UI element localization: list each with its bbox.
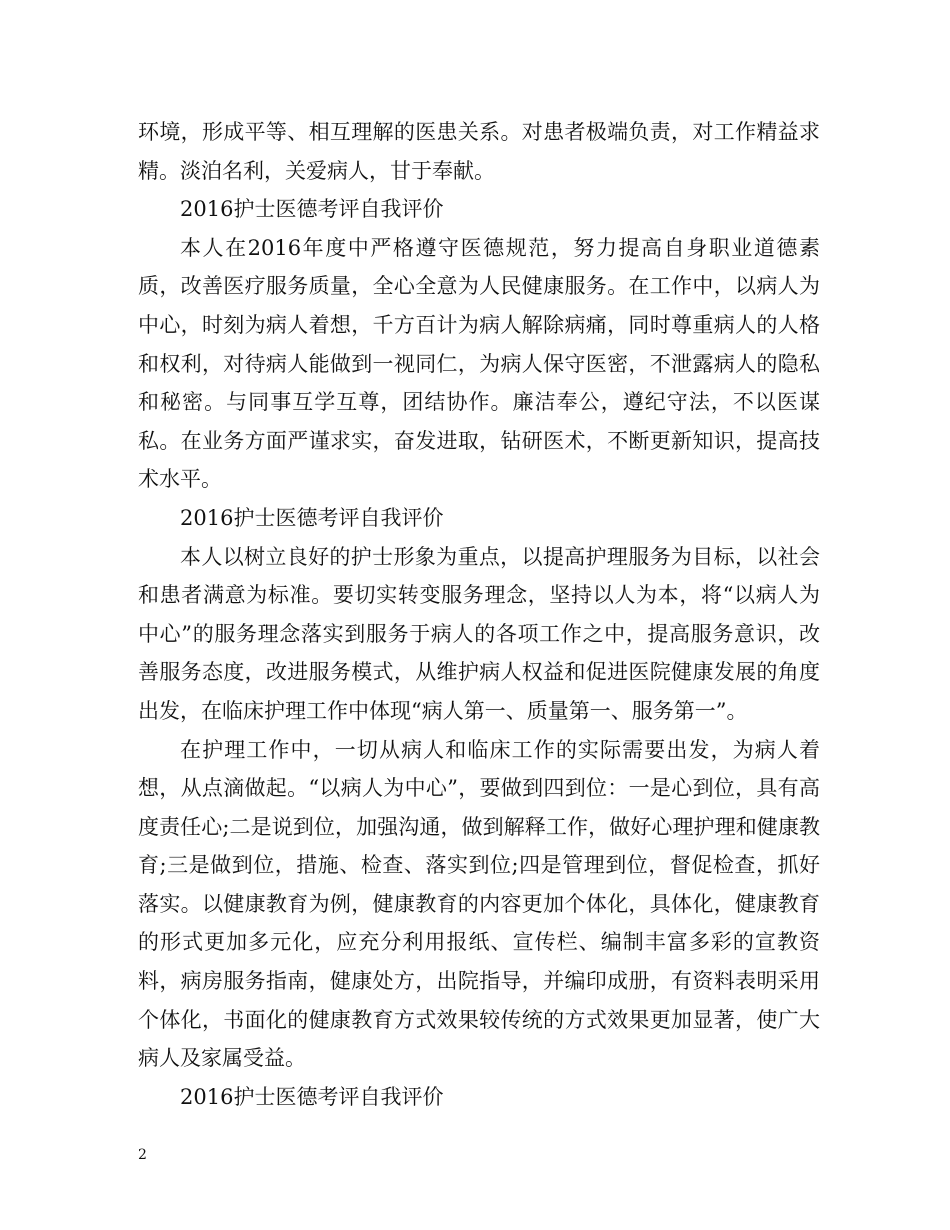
paragraph-body: 在护理工作中，一切从病人和临床工作的实际需要出发，为病人着想，从点滴做起。“以病人为中心”，要做到四到位：一是心到位，具有高度责任心;二是说到位，加强沟通，做到解释工作，做好心理护理和健康教育;三是做到位，措施、检查、落实到位;四是管理到位，督促检查，抓好落实。以健康教育为例，健康教育的内容更加个体化，具体化，健康教育的形式更加多元化，应充分利用报纸、宣传栏、编制丰富多彩的宣教资料，病房服务指南，健康处方，出院指导，并编印成册，有资料表明采用个体化，书面化的健康教育方式效果较传统的方式效果更加显著，使广大病人及家属受益。 (138, 737, 820, 1071)
paragraph-body: 本人以树立良好的护士形象为重点，以提高护理服务为目标，以社会和患者满意为标准。要切实转变服务理念，坚持以人为本，将“以病人为中心”的服务理念落实到服务于病人的各项工作之中，提高服务意识，改善服务态度，改进服务模式，从维护病人权益和促进医院健康发展的角度出发，在临床护理工作中体现“病人第一、质量第一、服务第一”。 (138, 544, 820, 723)
section-heading: 2016护士医德考评自我评价 (180, 1084, 444, 1109)
paragraph-continuation: 环境，形成平等、相互理解的医患关系。对患者极端负责，对工作精益求精。淡泊名利，关爱病人，甘于奉献。 (138, 120, 820, 183)
document-body (138, 113, 820, 1116)
section-heading: 2016护士医德考评自我评价 (180, 197, 444, 222)
paragraph-body: 本人在2016年度中严格遵守医德规范，努力提高自身职业道德素质，改善医疗服务质量，全心全意为人民健康服务。在工作中，以病人为中心，时刻为病人着想，千方百计为病人解除病痛，同时尊重病人的人格和权利，对待病人能做到一视同仁，为病人保守医密，不泄露病人的隐私和秘密。与同事互学互尊，团结协作。廉洁奉公，遵纪守法，不以医谋私。在业务方面严谨求实，奋发进取，钻研医术，不断更新知识，提高技术水平。 (138, 235, 820, 492)
section-heading: 2016护士医德考评自我评价 (180, 505, 444, 530)
page-number: 2 (138, 1147, 147, 1163)
